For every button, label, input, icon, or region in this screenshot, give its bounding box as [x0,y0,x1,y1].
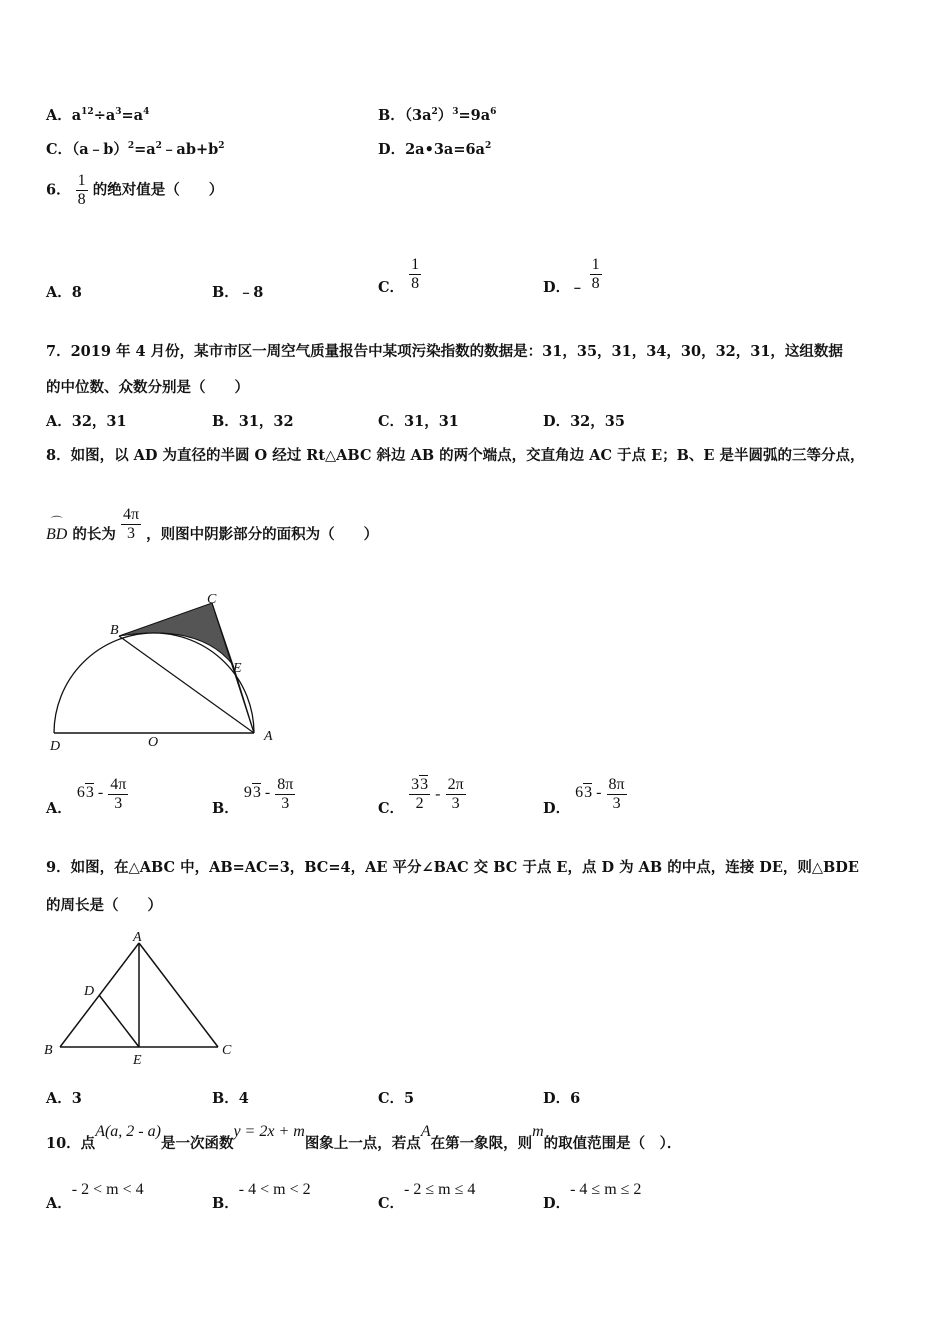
side-ac [139,943,218,1047]
q6-fraction: $\frac{1}{8}$ [77,172,86,208]
q8-line1: 8．如图，以 AD 为直径的半圆 O 经过 Rt△ABC 斜边 AB 的两个端点，交直角边 AC 于点 E；B、E 是半圆弧的三等分点， [46,447,865,464]
q5-c-expr: $(a﹣b)^2=a^2﹣ab+b^2$ [72,141,225,158]
q9-line2: 的周长是（ ） [46,897,162,914]
q8-arc-label: ⌒ BD [46,514,68,543]
q6-stem: 6． $\frac{1}{8}$ 的绝对值是（ ） [46,172,224,208]
q7-option-a: A．32，31 [46,413,127,430]
q10-option-a: A．- 2 < m < 4 [46,1181,144,1212]
q8-line2: ⌒ BD 的长为 $\frac{4\pi}{3}$ ，则图中阴影部分的面积为（ ） [46,506,379,543]
q6-option-a: A．8 [46,284,82,301]
q7-option-d: D．32，35 [543,413,625,430]
label-b: B [110,623,119,638]
segment-ab [119,636,254,733]
q10-option-b: B．- 4 < m < 2 [212,1181,311,1212]
q8-figure [40,588,290,753]
q5-option-b: B．$(3a^2)^3=9a^6$ [378,107,497,124]
label-d: D [84,984,95,999]
q8-option-a: A． 63 - $\frac{4\pi}{3}$ [46,776,127,817]
q5-a-expr: $a^{12}\div a^3=a^4$ [71,107,150,124]
q10-point: A(a, 2 - a) [95,1123,161,1140]
q5-option-d: D．$2a•3a=6a^2$ [378,141,492,158]
label-c: C [222,1043,232,1058]
q9-line1: 9．如图，在△ABC 中，AB=AC=3，BC=4，AE 平分∠BAC 交 BC 于点 E，点 D 为 AB 的中点，连接 DE，则△BDE [46,859,859,876]
q7-option-c: C．31，31 [378,413,459,430]
label-a: A [133,930,142,945]
q8-arc-length: $\frac{4\pi}{3}$ [122,506,140,542]
q9-option-a: A．3 [46,1090,82,1107]
q10-stem: 10．点A(a, 2 - a)是一次函数y = 2x + m图象上一点，若点A在第一象限，则m的取值范围是（ ）． [46,1123,682,1152]
label-a: A [264,729,273,744]
label-o: O [148,735,159,750]
q9-option-b: B．4 [212,1090,249,1107]
arc-mark: ⌒ [50,514,63,529]
q5-option-c: C．$(a﹣b)^2=a^2﹣ab+b^2$ [46,141,225,158]
q5-b-expr: $(3a^2)^3=9a^6$ [404,107,497,124]
q8-option-c: C． $\frac{33}{2}$ - $\frac{2\pi}{3}$ [378,776,464,817]
q6-c-fraction: $\frac{1}{8}$ [411,256,420,292]
label-e: E [133,1053,142,1068]
q6-option-b: B．﹣8 [212,284,264,301]
q9-figure [40,925,240,1070]
label-d: D [50,739,61,753]
q5-option-a: A．$a^{12}\div a^3=a^4$ [46,107,150,124]
label-b: B [44,1043,53,1058]
q5-d-expr: $2a•3a=6a^2$ [405,141,492,158]
q7-line1: 7．2019 年 4 月份，某市市区一周空气质量报告中某项污染指数的数据是：31，35，31，34，30，32，31，这组数据 [46,343,843,360]
q7-line2: 的中位数、众数分别是（ ） [46,379,249,396]
q6-d-fraction: $\frac{1}{8}$ [591,256,600,292]
segment-de [99,995,139,1047]
q8-option-d: D． 63 - $\frac{8\pi}{3}$ [543,776,625,817]
q6-option-d: D．﹣ $\frac{1}{8}$ [543,256,600,296]
q10-function: y = 2x + m [233,1123,305,1140]
q7-option-b: B．31，32 [212,413,294,430]
label-c: C [207,592,217,607]
q8-option-b: B． 93 - $\frac{8\pi}{3}$ [212,776,294,817]
q6-option-c: C． $\frac{1}{8}$ [378,256,420,296]
q9-option-d: D．6 [543,1090,581,1107]
q9-option-c: C．5 [378,1090,415,1107]
q10-option-d: D．- 4 ≤ m ≤ 2 [543,1181,642,1212]
q10-option-c: C．- 2 ≤ m ≤ 4 [378,1181,476,1212]
label-e: E [233,661,242,676]
